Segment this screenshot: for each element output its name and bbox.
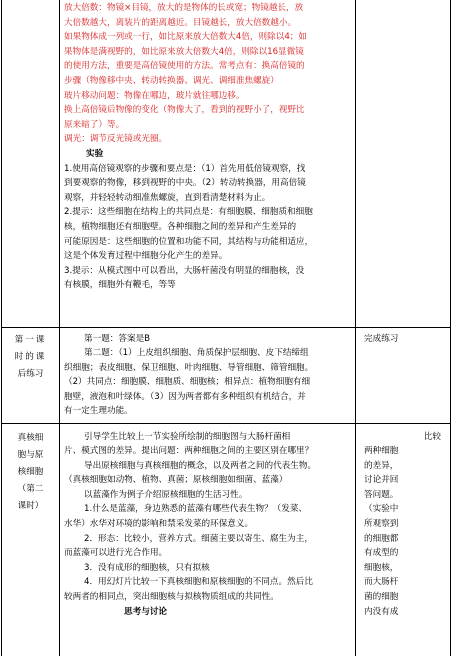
red-line: 的使用方法，重要是高倍镜使用的方法。常考点有：换高倍镜的: [64, 61, 305, 72]
row1-content-cell: [60, 0, 356, 327]
right-line: 讨论并回: [364, 475, 399, 486]
red-line: 调光：调节反光镜或光圈。: [64, 134, 168, 145]
right-line: 所观察到: [364, 519, 399, 530]
text-line: 到要观察的物像，移到视野的中央。（2）转动转换器，用高倍镜: [64, 178, 306, 189]
text-line: 3．没有成形的细胞核，只有拟核: [84, 562, 210, 573]
section-title: 实验: [86, 148, 104, 159]
red-line: 放大倍数：物镜×目镜，放大的是物体的长或宽；物镜越长，放: [64, 3, 304, 13]
red-line: 换上高倍镜后物像的变化（物像大了，看到的视野小了，视野比: [64, 105, 305, 116]
text-line: 1.使用高倍镜观察的步骤和要点是：（1）首先用低倍镜观察，找: [64, 163, 306, 174]
red-line: 果物体是满视野的，如比原来放大倍数大4倍，则除以16显微镜: [64, 46, 304, 57]
text-line: 有核膜，细胞外有鞭毛，等等: [64, 280, 176, 291]
text-line: 较两者的相同点，突出细胞核与拟核物质组成的共同性。: [64, 592, 279, 603]
lesson-plan-table: [1, 0, 451, 656]
row3-right-cell: [356, 423, 451, 656]
row3-label-line: 真核细: [17, 432, 44, 443]
right-line: 菌的细胞: [364, 592, 399, 603]
text-line: 而蓝藻可以进行光合作用。: [64, 548, 168, 559]
row2-content-cell: [60, 327, 356, 423]
text-line: 引导学生比较上一节实验所绘制的细胞图与大肠杆菌相: [84, 431, 291, 442]
right-line: 比较: [423, 431, 441, 442]
text-line: 第二题：（1）上皮组织细胞、角质保护层细胞、皮下结缔组: [84, 348, 309, 359]
right-line: 内没有成: [364, 606, 399, 617]
right-line: 细胞核，: [364, 562, 399, 573]
discussion-heading: 思考与讨论: [124, 606, 167, 617]
text-line: 第一题：答案是B: [84, 333, 151, 344]
text-line: 4．用幻灯片比较一下真核细胞和原核细胞的不同点。然后比: [84, 577, 313, 588]
row2-label-line: 时的课: [14, 351, 47, 362]
row3-label-line: （第二: [17, 483, 44, 494]
row3-label-cell: [2, 423, 60, 656]
text-line: （2）共同点：细胞膜、细胞质、细胞核；相异点：植物细胞有细: [64, 377, 311, 388]
red-line: 原来暗了）等。: [64, 119, 125, 130]
red-line: 步骤（物像移中央、转动转换器、调光、调细准焦螺旋）: [64, 75, 279, 86]
row2-label-line: 后练习: [17, 368, 44, 379]
row3-label-line: 核细胞: [17, 466, 44, 477]
right-line: 答问题。: [364, 489, 399, 500]
row2-label-cell: [2, 327, 60, 423]
row3-label-line: 课时）: [17, 500, 44, 511]
table-row: [2, 0, 451, 327]
row2-right-cell: [356, 327, 451, 423]
row3-label-line: 胞与原: [17, 449, 44, 460]
text-line: 水华）水华对环境的影响和禁采发菜的环保意义。: [64, 519, 254, 530]
text-line: 2．形态：比较小，营养方式。细菌主要以寄生、腐生为主，: [84, 533, 313, 544]
text-line: 以蓝藻作为例子介绍原核细胞的生活习性。: [84, 489, 248, 500]
text-line: （真核细胞如动物、植物、真菌；原核细胞如细菌、蓝藻）: [64, 475, 288, 486]
text-line: 织细胞；表皮细胞、保卫细胞、叶肉细胞、导管细胞、筛管细胞。: [64, 362, 314, 373]
row2-right-text: 完成练习: [364, 333, 399, 344]
text-line: 观察，并轻轻转动细准焦螺旋，直到看清楚材料为止。: [64, 192, 271, 203]
right-line: 而大肠杆: [364, 577, 399, 588]
text-line: 3.提示：从模式图中可以看出，大肠杆菌没有明显的细胞核，没: [64, 265, 305, 276]
red-line: 大倍数越大，离装片的距离越近。目镜越长，放大倍数越小。: [64, 17, 297, 28]
text-line: 导出原核细胞与真核细胞的概念，以及两者之间的代表生物。: [84, 460, 317, 471]
table-row: [2, 327, 451, 423]
text-line: 这是个体发育过程中细胞分化产生的差异。: [64, 251, 228, 262]
right-line: 两种细胞: [364, 446, 399, 457]
table-row: [2, 423, 451, 656]
text-line: 有一定生理功能。: [64, 406, 133, 417]
text-line: 胞壁，液泡和叶绿体。（3）因为两者都有多种组织有机结合，并: [64, 391, 306, 402]
row2-label-line: 第一课: [14, 334, 47, 345]
right-line: （实验中: [364, 504, 399, 515]
right-line: 的细胞都: [364, 533, 399, 544]
text-line: 1.什么是蓝藻，身边熟悉的蓝藻有哪些代表生物？（发菜、: [84, 504, 308, 515]
text-line: 可能原因是：这些细胞的位置和功能不同，其结构与功能相适应，: [64, 236, 314, 247]
right-line: 有成型的: [364, 548, 399, 559]
row1-right-cell: [356, 0, 451, 327]
red-line: 玻片移动问题：物像在哪边，玻片就往哪边移。: [64, 90, 245, 101]
red-line: 如果物体成一列或一行，如比原来放大倍数大4倍，则除以4；如: [64, 32, 307, 43]
row1-label-cell: [2, 0, 60, 327]
row3-content-cell: [60, 423, 356, 656]
right-line: 的差异，: [364, 460, 399, 471]
text-line: 2.提示：这些细胞在结构上的共同点是：有细胞膜、细胞质和细胞: [64, 207, 313, 218]
text-line: 片、模式图的差异。提出问题：两种细胞之间的主要区别在哪里？: [64, 446, 314, 457]
text-line: 核，植物细胞还有细胞壁。各种细胞之间的差异和产生差异的: [64, 221, 297, 232]
